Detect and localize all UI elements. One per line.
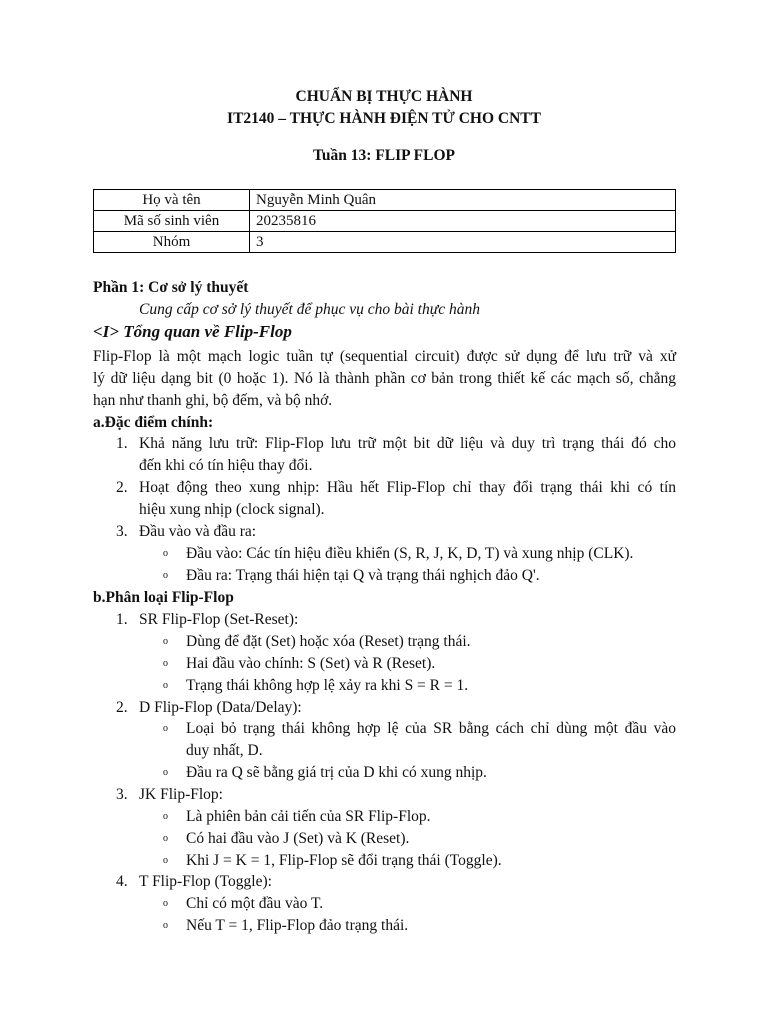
sub-list-item: Khi J = K = 1, Flip-Flop sẽ đổi trạng thái (Toggle). <box>186 852 502 869</box>
table-row <box>94 190 676 211</box>
sub-list-item: Hai đầu vào chính: S (Set) và R (Reset). <box>186 655 436 672</box>
part-subtitle: Cung cấp cơ sở lý thuyết để phục vụ cho bài thực hành <box>139 301 480 318</box>
student-info-table <box>93 189 676 253</box>
doc-header-title: CHUẨN BỊ THỰC HÀNH <box>295 88 473 105</box>
bullet-icon: o <box>163 855 168 866</box>
intro-line: lý dữ liệu dạng bit (0 hoặc 1). Nó là thành phần cơ bản trong thiết kế các mạch số, chẳng <box>93 370 676 387</box>
table-row <box>94 232 676 253</box>
list-item: hiệu xung nhịp (clock signal). <box>139 501 325 518</box>
table-row <box>94 211 676 232</box>
part-title: Phần 1: Cơ sở lý thuyết <box>93 279 249 296</box>
list-item: Đầu vào và đầu ra: <box>139 523 257 540</box>
table-value: 20235816 <box>250 211 676 232</box>
sub-list-item: Là phiên bản cải tiến của SR Flip-Flop. <box>186 808 431 825</box>
bullet-icon: o <box>163 658 168 669</box>
table-value: Nguyễn Minh Quân <box>250 190 676 211</box>
sub-list-item: Đầu vào: Các tín hiệu điều khiển (S, R, J, K, D, T) và xung nhịp (CLK). <box>186 545 634 562</box>
list-number: 2. <box>116 479 128 496</box>
bullet-icon: o <box>163 548 168 559</box>
list-number: 2. <box>116 699 128 716</box>
sub-list-item: Dùng để đặt (Set) hoặc xóa (Reset) trạng thái. <box>186 633 471 650</box>
list-number: 3. <box>116 523 128 540</box>
list-item: D Flip-Flop (Data/Delay): <box>139 699 302 716</box>
list-item: T Flip-Flop (Toggle): <box>139 873 272 890</box>
intro-line: Flip-Flop là một mạch logic tuần tự (sequential circuit) được sử dụng để lưu trữ và xử <box>93 348 676 365</box>
list-item: Hoạt động theo xung nhịp: Hầu hết Flip-Flop chỉ thay đổi trạng thái khi có tín <box>139 479 676 496</box>
list-item: Khả năng lưu trữ: Flip-Flop lưu trữ một bit dữ liệu và duy trì trạng thái đó cho <box>139 435 676 452</box>
list-item: JK Flip-Flop: <box>139 786 223 803</box>
section-heading: <I> Tổng quan về Flip-Flop <box>93 322 292 341</box>
doc-course-title: IT2140 – THỰC HÀNH ĐIỆN TỬ CHO CNTT <box>227 110 541 127</box>
list-number: 4. <box>116 873 128 890</box>
list-number: 1. <box>116 435 128 452</box>
sub-list-item: Chỉ có một đầu vào T. <box>186 895 324 912</box>
bullet-icon: o <box>163 811 168 822</box>
table-label: Mã số sinh viên <box>94 211 250 232</box>
sub-list-item: Trạng thái không hợp lệ xảy ra khi S = R = 1. <box>186 677 469 694</box>
list-item: SR Flip-Flop (Set-Reset): <box>139 611 299 628</box>
sub-list-item: Đầu ra: Trạng thái hiện tại Q và trạng thái nghịch đảo Q'. <box>186 567 540 584</box>
list-item: đến khi có tín hiệu thay đổi. <box>139 457 313 474</box>
bullet-icon: o <box>163 898 168 909</box>
table-label: Nhóm <box>94 232 250 253</box>
doc-week-title: Tuần 13: FLIP FLOP <box>313 147 455 164</box>
sub-list-item: Loại bỏ trạng thái không hợp lệ của SR bằng cách chỉ dùng một đầu vào <box>186 720 676 737</box>
intro-line: hạn như thanh ghi, bộ đếm, và bộ nhớ. <box>93 392 333 409</box>
bullet-icon: o <box>163 833 168 844</box>
sub-list-item: Có hai đầu vào J (Set) và K (Reset). <box>186 830 410 847</box>
bullet-icon: o <box>163 723 168 734</box>
subsection-title: a.Đặc điểm chính: <box>93 414 214 431</box>
sub-list-item: Nếu T = 1, Flip-Flop đảo trạng thái. <box>186 917 409 934</box>
sub-list-item: Đầu ra Q sẽ bằng giá trị của D khi có xung nhịp. <box>186 764 487 781</box>
list-number: 1. <box>116 611 128 628</box>
bullet-icon: o <box>163 680 168 691</box>
bullet-icon: o <box>163 570 168 581</box>
subsection-title: b.Phân loại Flip-Flop <box>93 589 234 606</box>
table-value: 3 <box>250 232 676 253</box>
list-number: 3. <box>116 786 128 803</box>
bullet-icon: o <box>163 636 168 647</box>
table-label: Họ và tên <box>94 190 250 211</box>
bullet-icon: o <box>163 767 168 778</box>
sub-list-item: duy nhất, D. <box>186 742 263 759</box>
bullet-icon: o <box>163 920 168 931</box>
